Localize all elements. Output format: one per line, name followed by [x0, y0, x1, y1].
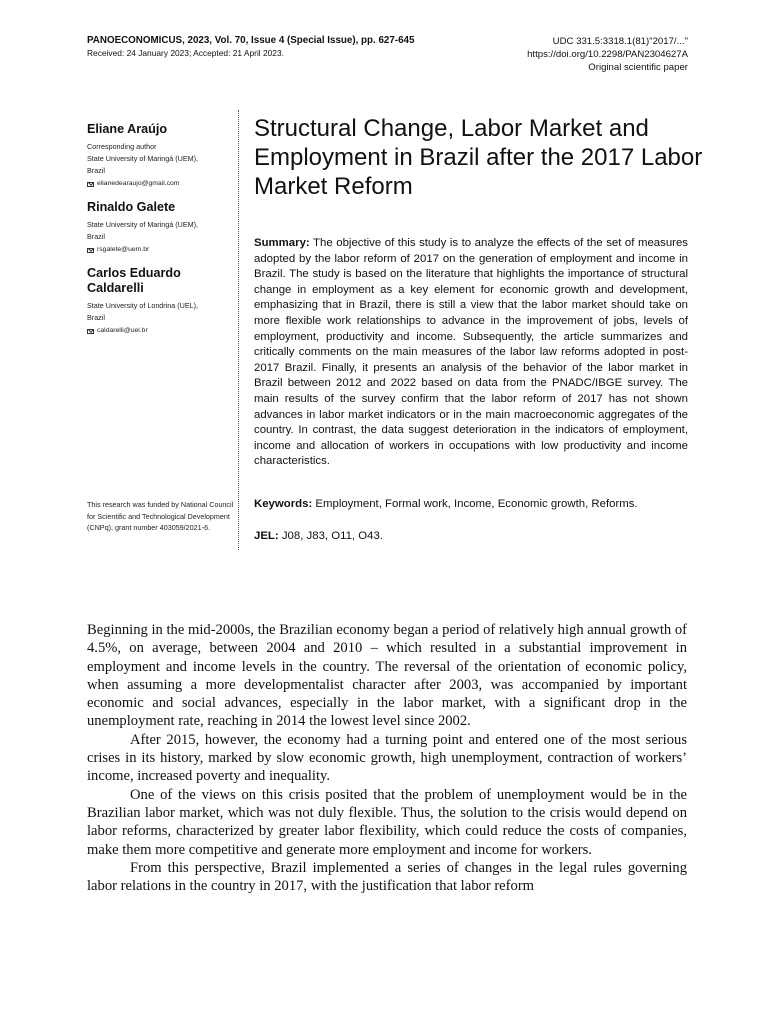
journal-header-right — [527, 35, 688, 74]
summary-text: The objective of this study is to analyze the effects of the set of measures adopted by the labor reform of 2017 on the generation of employment and income in Brazil. The study is based on the literature that highlights the importance of structural change in employment as a key element for economic growth and development, emphasizing that in Brazil, there is still a view that the labor market should take on more flexible work relationships to advance in the improvement of jobs, levels of employment, productivity and income. Subsequently, the article summarizes and critically comments on the main measures of the labor law reforms adopted in post-2017 Brazil. Finally, it presents an analysis of the behavior of the labor market in Brazil between 2012 and 2022 based on data from the PNADC/IBGE survey. The main results of the survey confirm that the labor reform of 2017 has not shown advances in labor market indicators or in the main macroeconomic aggregates of the country. In contrast, the data suggest deterioration in the indicators of employment, income and allocation of workers in occupations with low productivity and income characteristics. — [254, 237, 688, 468]
paper-title: Structural Change, Labor Market and Employment in Brazil after the 2017 Labor Market Reform — [254, 115, 703, 200]
author-affiliation: State University of Maringá (UEM), — [87, 220, 199, 229]
udc-code: UDC 331.5:3318.1(81)"2017/..." — [552, 36, 688, 47]
author-affiliation: State University of Maringá (UEM), — [87, 154, 199, 163]
envelope-icon — [87, 182, 94, 187]
body-paragraph: Beginning in the mid-2000s, the Brazilian economy began a period of relatively high annual growth of 4.5%, on average, between 2004 and 2010 – which resulted in a substantial improvement in employment and income levels in the country. The reversal of the orientation of economic policy, when assuming a more developmentalist character after 2003, was accompanied by important economic and social advances, especially in the labor market, with a significant drop in the unemployment rate, reaching in 2014 the lowest level since 2002. — [87, 622, 687, 730]
jel-label: JEL: — [254, 530, 279, 542]
envelope-icon — [87, 329, 94, 334]
body-text — [87, 621, 687, 895]
author-name: Eliane Araújo — [87, 122, 168, 136]
author-name: Carlos Eduardo Caldarelli — [87, 266, 181, 295]
keywords-text: Employment, Formal work, Income, Economic growth, Reforms. — [312, 498, 638, 510]
author-role: Corresponding author — [87, 142, 157, 151]
author-country: Brazil — [87, 313, 105, 322]
keywords — [254, 497, 694, 512]
author-affiliation: State University of Londrina (UEL), — [87, 301, 199, 310]
author-email-row — [87, 178, 237, 190]
body-paragraph: One of the views on this crisis posited that the problem of unemployment would be in the Brazilian labor market, which was not duly flexible. Thus, the solution to the crisis would depend on labor reforms, characterized by greater labor flexibility, which could reduce the costs of companies, make them more competitive and generate more employment and income for workers. — [87, 786, 687, 858]
author-block — [87, 266, 237, 337]
body-paragraph: After 2015, however, the economy had a turning point and entered one of the most serious crises in its history, marked by slow economic growth, high unemployment, contraction of workers’ income, increased poverty and inequality. — [87, 731, 687, 785]
received-accepted-dates: Received: 24 January 2023; Accepted: 21 April 2023. — [87, 48, 284, 58]
journal-citation: PANOECONOMICUS, 2023, Vol. 70, Issue 4 (Special Issue), pp. 627-645 — [87, 35, 415, 46]
author-email[interactable]: caldarelli@uel.br — [97, 327, 148, 334]
paper-type: Original scientific paper — [588, 62, 688, 73]
jel-codes — [254, 529, 694, 544]
author-list — [87, 122, 237, 347]
author-name: Rinaldo Galete — [87, 200, 176, 214]
envelope-icon — [87, 248, 94, 253]
author-email-row — [87, 325, 237, 337]
body-paragraph: From this perspective, Brazil implemented a series of changes in the legal rules governing labor relations in the country in 2017, with the justification that labor reform — [87, 859, 687, 895]
author-email[interactable]: rsgalete@uem.br — [97, 246, 150, 253]
author-country: Brazil — [87, 166, 105, 175]
summary-label: Summary: — [254, 237, 310, 249]
journal-header-left — [87, 35, 414, 59]
author-block — [87, 122, 237, 190]
funding-note: This research was funded by National Council for Scientific and Technological Development (CNPq), grant number 403059/2021-6. — [87, 500, 234, 532]
doi-link[interactable]: https://doi.org/10.2298/PAN2304627A — [527, 49, 688, 60]
summary-abstract — [254, 236, 688, 470]
author-country: Brazil — [87, 232, 105, 241]
column-divider — [238, 110, 239, 550]
author-email[interactable]: elianedearaujo@gmail.com — [97, 180, 180, 187]
author-block — [87, 200, 237, 256]
author-email-row — [87, 244, 237, 256]
keywords-label: Keywords: — [254, 498, 313, 510]
jel-text: J08, J83, O11, O43. — [278, 530, 383, 542]
